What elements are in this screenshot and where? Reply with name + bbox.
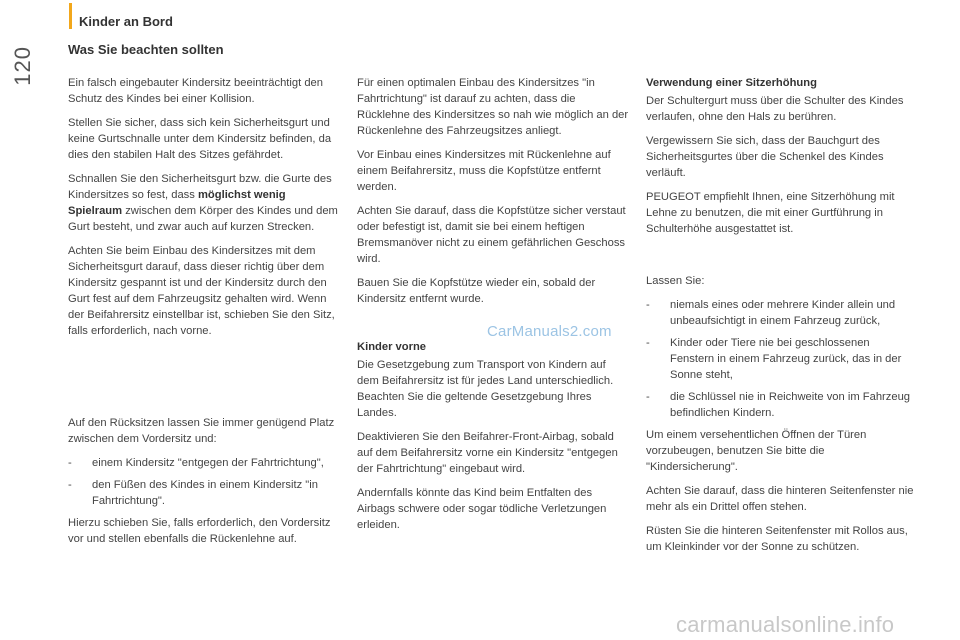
column-right [646, 75, 916, 245]
page-number: 120 [10, 46, 35, 86]
list-item: - einem Kindersitz "entgegen der Fahrtrichtung", [68, 457, 324, 469]
column-left-lower [68, 415, 340, 555]
column-left [68, 75, 340, 347]
column-middle-lower [357, 339, 629, 541]
paragraph: Achten Sie beim Einbau des Kindersitzes mit dem Sicherheitsgurt darauf, dass dieser richtig über dem Kindersitz gespannt ist und der Kindersitz durch den Gurt fest auf dem Fahrzeugsitz gehalten wird. Wenn der Beifahrersitz einstellbar ist, schieben Sie den Sitz, falls erforderlich, nach vorne. [68, 245, 335, 337]
paragraph: PEUGEOT empfiehlt Ihnen, eine Sitzerhöhung mit Lehne zu benutzen, die mit einer Gurtführung in Schulterhöhe ausgestattet ist. [646, 191, 895, 235]
paragraph: Deaktivieren Sie den Beifahrer-Front-Airbag, sobald auf dem Beifahrersitz vorne ein Kindersitz "entgegen der Fahrtrichtung" eingebaut wird. [357, 431, 618, 475]
paragraph: Um einem versehentlichen Öffnen der Türen vorzubeugen, benutzen Sie bitte die "Kindersicherung". [646, 429, 867, 473]
paragraph: Rüsten Sie die hinteren Seitenfenster mit Rollos aus, um Kleinkinder vor der Sonne zu schützen. [646, 525, 908, 553]
emphasis: möglichst wenig Spielraum [68, 189, 286, 217]
paragraph: Schnallen Sie den Sicherheitsgurt bzw. die Gurte des Kindersitzes so fest, dass möglichst wenig Spielraum zwischen dem Körper des Kindes und dem Gurt besteht, und zwar auch auf kurzen Strecken. [68, 173, 338, 233]
paragraph: Die Gesetzgebung zum Transport von Kindern auf dem Beifahrersitz ist für jedes Land unterschiedlich. Beachten Sie die geltende Gesetzgebung Ihres Landes. [357, 359, 614, 419]
paragraph: Achten Sie darauf, dass die Kopfstütze sicher verstaut oder befestigt ist, damit sie bei einem heftigen Bremsmanöver nicht zu einem gefährlichen Geschoss wird. [357, 205, 626, 265]
subheading-sitzerhoehung: Verwendung einer Sitzerhöhung [646, 77, 817, 89]
paragraph: Auf den Rücksitzen lassen Sie immer genügend Platz zwischen dem Vordersitz und: [68, 417, 335, 445]
watermark-link: CarManuals2.com [487, 323, 612, 340]
bullet-list [68, 455, 340, 509]
paragraph: Hierzu schieben Sie, falls erforderlich, den Vordersitz vor und stellen ebenfalls die Rückenlehne auf. [68, 517, 331, 545]
section-title: Kinder an Bord [79, 14, 173, 29]
paragraph: Der Schultergurt muss über die Schulter des Kindes verlaufen, ohne den Hals zu berühren. [646, 95, 904, 123]
section-accent-bar [69, 3, 72, 29]
paragraph: Bauen Sie die Kopfstütze wieder ein, sobald der Kindersitz entfernt wurde. [357, 277, 596, 305]
list-item: - den Füßen des Kindes in einem Kindersitz "in Fahrtrichtung". [68, 479, 318, 507]
paragraph: Vergewissern Sie sich, dass der Bauchgurt des Sicherheitsgurtes über die Schenkel des Kindes verläuft. [646, 135, 884, 179]
paragraph: Lassen Sie: [646, 275, 705, 287]
paragraph: Stellen Sie sicher, dass sich kein Sicherheitsgurt und keine Gurtschnalle unter dem Kindersitz befinden, da dies den stabilen Halt des Sitzes gefährdet. [68, 117, 332, 161]
paragraph: Für einen optimalen Einbau des Kindersitzes "in Fahrtrichtung" ist darauf zu achten, dass die Rücklehne des Kindersitzes so nah wie möglich an der Rückenlehne des Fahrzeugsitzes anliegt. [357, 77, 629, 137]
list-item: - niemals eines oder mehrere Kinder allein und unbeaufsichtigt in einem Fahrzeug zurück, [646, 299, 896, 327]
bullet-list [646, 297, 916, 421]
paragraph: Achten Sie darauf, dass die hinteren Seitenfenster nie mehr als ein Drittel offen stehen. [646, 485, 914, 513]
paragraph: Ein falsch eingebauter Kindersitz beeinträchtigt den Schutz des Kindes bei einer Kollision. [68, 77, 323, 105]
subheading-kinder-vorne: Kinder vorne [357, 341, 427, 353]
list-item: - die Schlüssel nie in Reichweite von im Fahrzeug befindlichen Kindern. [646, 391, 911, 419]
paragraph: Vor Einbau eines Kindersitzes mit Rückenlehne auf einem Beifahrersitz, muss die Kopfstütze entfernt werden. [357, 149, 611, 193]
list-item: - Kinder oder Tiere nie bei geschlossenen Fenstern in einem Fahrzeug zurück, das in der Sonne steht, [646, 337, 902, 381]
column-middle [357, 75, 629, 315]
watermark-footer: carmanualsonline.info [676, 612, 895, 637]
column-right-lower [646, 273, 916, 563]
paragraph: Andernfalls könnte das Kind beim Entfalten des Airbags schwere oder sogar tödliche Verletzungen erleiden. [357, 487, 607, 531]
page-heading: Was Sie beachten sollten [68, 42, 224, 57]
